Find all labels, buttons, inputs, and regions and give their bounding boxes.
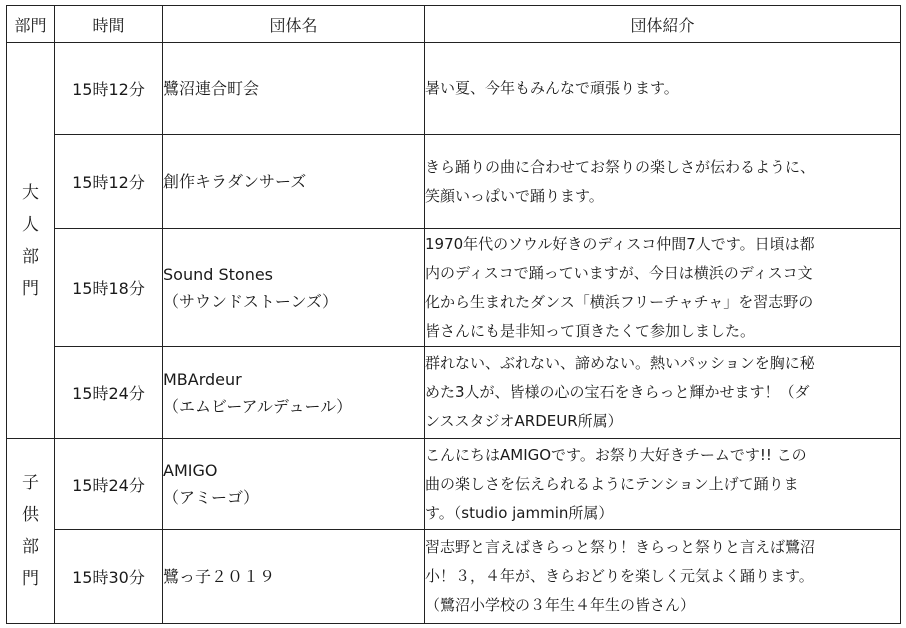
category-kids [7, 439, 55, 624]
time-cell: 15時12分 [55, 43, 163, 135]
description-line: 1970年代のソウル好きのディスコ仲間7人です。日頃は都 [425, 234, 815, 253]
group-name-line: （アミーゴ） [163, 488, 260, 507]
category-char: 部 [22, 246, 39, 267]
group-description-cell [425, 439, 901, 530]
description-line: こんにちはAMIGOです。お祭り大好きチームです!! この [425, 445, 807, 464]
header-category: 部門 [7, 6, 55, 43]
group-description-cell [425, 43, 901, 135]
group-name-line: Sound Stones [163, 264, 274, 284]
group-name-cell [163, 229, 425, 347]
group-description-cell [425, 135, 901, 229]
description-line: 小！３，４年が、きらおどりを楽しく元気よく踊ります。 [425, 567, 814, 585]
time-cell: 15時30分 [55, 530, 163, 624]
description-line: 内のディスコで踊っていますが、今日は横浜のディスコ文 [425, 263, 813, 282]
time-cell: 15時24分 [55, 439, 163, 530]
table-row [7, 229, 901, 347]
category-char: 子 [22, 473, 39, 493]
group-name-cell [163, 530, 425, 624]
header-time: 時間 [55, 6, 163, 43]
description-line: 習志野と言えばきらっと祭り！きらっと祭りと言えば鷺沼 [425, 538, 816, 556]
table-row [7, 43, 901, 135]
group-name-cell [163, 135, 425, 229]
table-row [7, 439, 901, 530]
time-cell: 15時12分 [55, 135, 163, 229]
category-char: 門 [22, 278, 39, 299]
table-row [7, 530, 901, 624]
header-group-name: 団体名 [163, 6, 425, 43]
schedule-table [6, 5, 901, 624]
group-name-line: （サウンドストーンズ） [163, 291, 339, 311]
description-line: 笑顔いっぱいで踊ります。 [425, 186, 604, 205]
group-name-cell [163, 43, 425, 135]
group-description-cell [425, 347, 901, 439]
table-row [7, 135, 901, 229]
group-name-cell [163, 347, 425, 439]
group-name-cell [163, 439, 425, 530]
category-char: 供 [22, 505, 39, 525]
description-line: （鷺沼小学校の３年生４年生の皆さん） [425, 596, 696, 614]
description-line: 化から生まれたダンス「横浜フリーチャチャ」を習志野の [425, 292, 814, 311]
time-cell: 15時18分 [55, 229, 163, 347]
group-description-cell [425, 530, 901, 624]
header-group-description: 団体紹介 [425, 6, 901, 43]
group-name-line: 創作キラダンサーズ [163, 172, 307, 191]
category-char: 門 [22, 569, 39, 589]
group-name-line: （エムビーアルデュール） [163, 396, 353, 416]
description-line: きら踊りの曲に合わせてお祭りの楽しさが伝わるように、 [425, 157, 816, 176]
group-name-line: AMIGO [163, 461, 218, 480]
description-line: 曲の楽しさを伝えられるようにテンション上げて踊りま [425, 474, 799, 493]
description-line: めた3人が、皆様の心の宝石をきらっと輝かせます！（ダ [425, 383, 810, 401]
time-cell: 15時24分 [55, 347, 163, 439]
category-char: 人 [22, 214, 39, 235]
category-char: 大 [22, 182, 39, 203]
description-line: ンススタジオARDEUR所属） [425, 412, 623, 430]
table-row [7, 347, 901, 439]
group-name-line: 鷺っ子２０１９ [163, 567, 276, 586]
description-line: 皆さんにも是非知って頂きたくて参加しました。 [425, 321, 756, 340]
description-line: す。（studio jammin所属） [425, 503, 614, 522]
header-row [7, 6, 901, 43]
group-name-line: 鷺沼連合町会 [163, 79, 260, 98]
category-adult [7, 43, 55, 439]
category-char: 部 [22, 537, 39, 557]
description-line: 群れない、ぶれない、諦めない。熱いパッションを胸に秘 [425, 354, 815, 372]
description-line: 暑い夏、今年もみんなで頑張ります。 [425, 79, 679, 97]
group-name-line: MBArdeur [163, 369, 242, 389]
group-description-cell [425, 229, 901, 347]
